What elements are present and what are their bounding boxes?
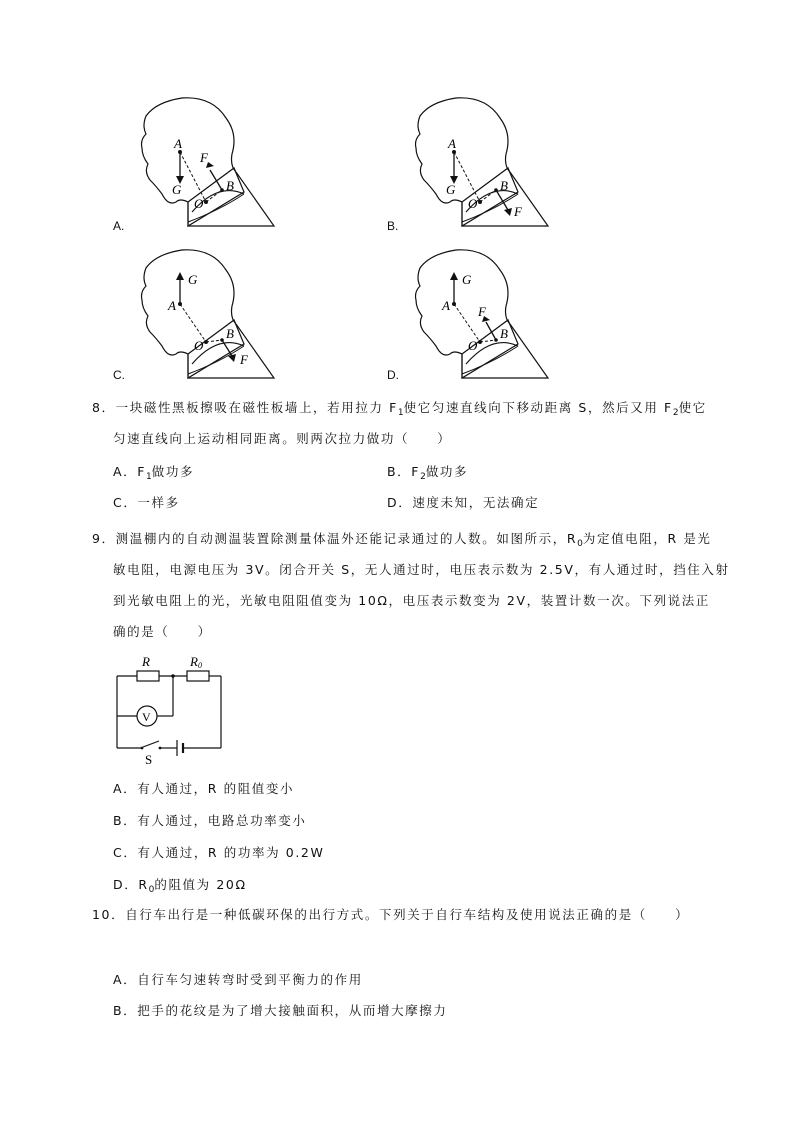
question-8-option-a[interactable]: A．$F_1$做功多 (113, 464, 195, 482)
question-8-stem-line-2: 匀速直线向上运动相同距离。则两次拉力做功（ ） (113, 431, 452, 446)
point-o-label: O (194, 338, 204, 353)
figure-option-a (120, 90, 290, 240)
question-8-option-d[interactable]: D．速度未知，无法确定 (387, 495, 540, 510)
point-a-label: A (168, 298, 176, 313)
question-8-option-c[interactable]: C．一样多 (113, 495, 180, 510)
force-f-label: F (514, 204, 522, 219)
head-lever-diagram (120, 90, 290, 240)
question-9-stem-line-4: 确的是（ ） (113, 624, 212, 639)
question-10-option-b[interactable]: B．把手的花纹是为了增大接触面积，从而增大摩擦力 (113, 1003, 448, 1018)
point-b-label: B (500, 178, 508, 193)
point-o-label: O (468, 338, 478, 353)
figure-option-c (120, 242, 290, 392)
question-10-stem: 10．自行车出行是一种低碳环保的出行方式。下列关于自行车结构及使用说法正确的是（ ） (92, 907, 690, 922)
force-f-label: F (240, 352, 248, 367)
force-g-label: G (172, 182, 182, 197)
point-a-label: A (448, 136, 456, 151)
force-g-label: G (188, 272, 198, 287)
point-b-label: B (226, 326, 234, 341)
force-f-label: F (478, 304, 486, 319)
circuit-diagram (105, 650, 235, 768)
resistor-r0 (187, 671, 209, 681)
resistor-r-label: R (142, 654, 150, 669)
question-9-option-d[interactable]: D．$R_0$的阻值为 20Ω (113, 877, 247, 895)
resistor-r (137, 671, 159, 681)
circuit-svg (105, 650, 235, 768)
point-b-label: B (226, 178, 234, 193)
force-f-label: F (200, 150, 208, 165)
figure-option-b (394, 90, 564, 240)
figure-option-b-label: B. (387, 219, 399, 233)
head-lever-diagram (394, 90, 564, 240)
question-9-stem-line-2: 敏电阻，电源电压为 3V。闭合开关 S，无人通过时，电压表示数为 2.5V，有人通过时，挡住入射 (113, 562, 730, 577)
switch-s (143, 741, 159, 747)
question-8-stem-line-1: 8．一块磁性黑板擦吸在磁性板墙上，若用拉力 $F_1$使它匀速直线向下移动距离 S，然后又用 $F_2$使它 (92, 400, 707, 418)
figure-option-c-label: C. (113, 368, 125, 382)
head-lever-diagram (120, 242, 290, 392)
figure-option-d (394, 242, 564, 392)
question-9-stem-line-3: 到光敏电阻上的光，光敏电阻阻值变为 10Ω，电压表示数变为 2V，装置计数一次。下列说法正 (113, 593, 710, 608)
point-o-label: O (194, 196, 204, 211)
head-lever-diagram (394, 242, 564, 392)
figure-option-a-label: A. (113, 219, 125, 233)
point-a-label: A (174, 136, 182, 151)
resistor-r0-label: R0 (190, 654, 202, 670)
switch-s-label: S (145, 752, 153, 767)
question-9-option-a[interactable]: A．有人通过，R 的阻值变小 (113, 781, 295, 796)
voltmeter-label: V (142, 710, 151, 724)
figure-option-d-label: D. (387, 368, 399, 382)
force-g-label: G (462, 272, 472, 287)
question-8-option-b[interactable]: B．$F_2$做功多 (387, 464, 469, 482)
question-9-stem-line-1: 9．测温棚内的自动测温装置除测量体温外还能记录通过的人数。如图所示，$R_0$为定值电阻，R 是光 (92, 531, 712, 549)
question-10-option-a[interactable]: A．自行车匀速转弯时受到平衡力的作用 (113, 972, 363, 987)
point-a-label: A (442, 298, 450, 313)
point-b-label: B (500, 326, 508, 341)
question-9-option-c[interactable]: C．有人通过，R 的功率为 0.2W (113, 845, 325, 860)
question-9-option-b[interactable]: B．有人通过，电路总功率变小 (113, 813, 307, 828)
force-g-label: G (446, 182, 456, 197)
point-o-label: O (468, 196, 478, 211)
